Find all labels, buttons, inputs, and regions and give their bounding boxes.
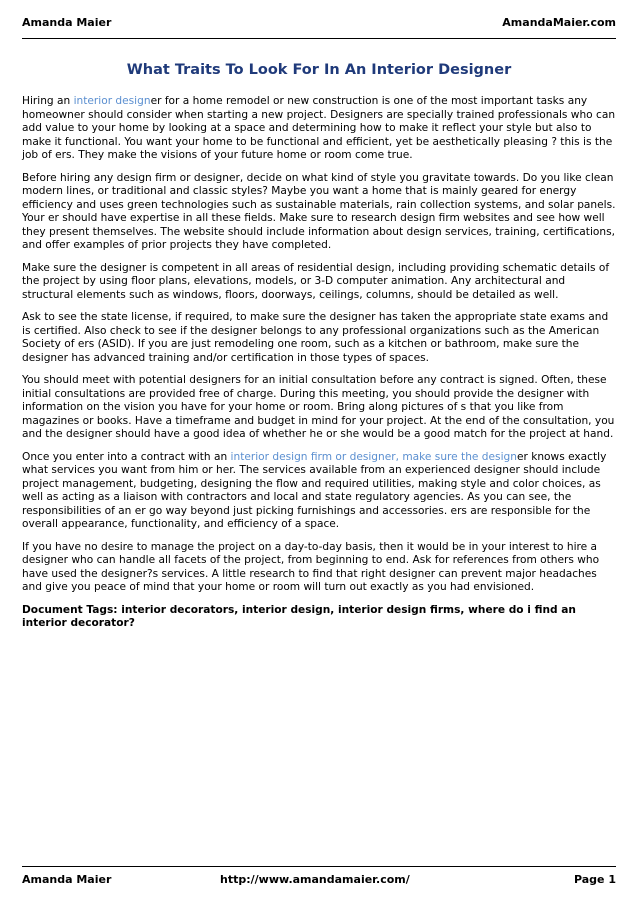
paragraph-3: Make sure the designer is competent in all areas of residential design, including providing schematic details of the project by using floor plans, elevations, models, or 3-D computer animation. Any architectural and structural elements such as windows, floors, doorways, ceilings, columns, should be detailed as well. (22, 261, 610, 301)
paragraph-1 (22, 95, 616, 163)
paragraph-4: Ask to see the state license, if required, to make sure the designer has taken the appropriate state exams and is certified. Also check to see if the designer belongs to any professional organizations such as the American Society of ers (ASID). If you are just remodeling one room, such as a kitchen or bathroom, make sure the designer has advanced training and/or certification in those types of spaces. (22, 311, 609, 364)
document-title: What Traits To Look For In An Interior Designer (126, 62, 512, 78)
paragraph-6 (22, 451, 616, 532)
paragraph-1-text-b: er for a home remodel or new construction is one of the most important tasks any homeowner should consider when starting a new project. Designers are specially trained professionals who can add value to your home by looking at a space and determining how to make it reflect your style but also to make it functional. You want your home to be functional and efficient, yet be aesthetically pleasing ? this is the job of ers. They make the visions of your future home or room come true. (22, 95, 616, 161)
paragraph-5: You should meet with potential designers for an initial consultation before any contract is signed. Often, these initial consultations are provided free of charge. During this meeting, you should provide the designer with information on the vision you have for your home or room. Bring along pictures of s that you like from magazines or books. Have a timeframe and budget in mind for your project. At the end of the consultation, you and the designer should have a good idea of whether he or she would be a good match for the project at hand. (22, 374, 615, 440)
paragraph-2: Before hiring any design firm or designer, decide on what kind of style you gravitate towards. Do you like clean modern lines, or traditional and classic styles? Maybe you want a home that is mainly geared for energy efficiency and uses green technologies such as sustainable materials, rain collection systems, and solar panels. Your er should have expertise in all these fields. Make sure to research design firm websites and see how well they present themselves. The website should include information about design services, training, certifications, and offer examples of prior projects they have completed. (22, 171, 616, 251)
interior-design-firm-link[interactable]: interior design firm or designer, make sure the design (230, 450, 517, 463)
document-tags: Document Tags: interior decorators, interior design, interior design firms, where do i find an interior decorator? (22, 603, 576, 629)
document-body (22, 95, 616, 640)
footer-author: Amanda Maier (22, 873, 112, 886)
page-header (22, 16, 616, 39)
interior-design-link[interactable]: interior design (73, 95, 151, 107)
paragraph-7: If you have no desire to manage the project on a day-to-day basis, then it would be in your interest to hire a designer who can handle all facets of the project, from beginning to end. Ask for references from others who have used the designer?s services. A little research to find that right designer can prevent major headaches and give you peace of mind that your home or room will turn out exactly as you had envisioned. (22, 540, 600, 593)
paragraph-1-text-a: Hiring an (22, 95, 74, 107)
paragraph-6-text-a: Once you enter into a contract with an (22, 450, 231, 463)
page-footer (22, 866, 616, 887)
page-number: Page 1 (573, 873, 616, 886)
paragraph-6-text-b: er knows exactly what services you want from him or her. The services available from an experienced designer should include project management, budgeting, designing the flow and required utilities, making style and color choices, as well as acting as a liaison with contractors and local and state regulatory agencies. As you can see, the responsibilities of an er go way beyond just picking furnishings and accessories. ers are responsible for the overall appearance, functionality, and efficiency of a space. (22, 450, 607, 530)
header-site: AmandaMaier.com (502, 16, 616, 29)
header-author: Amanda Maier (22, 16, 112, 29)
footer-url[interactable]: http://www.amandamaier.com/ (220, 873, 410, 886)
